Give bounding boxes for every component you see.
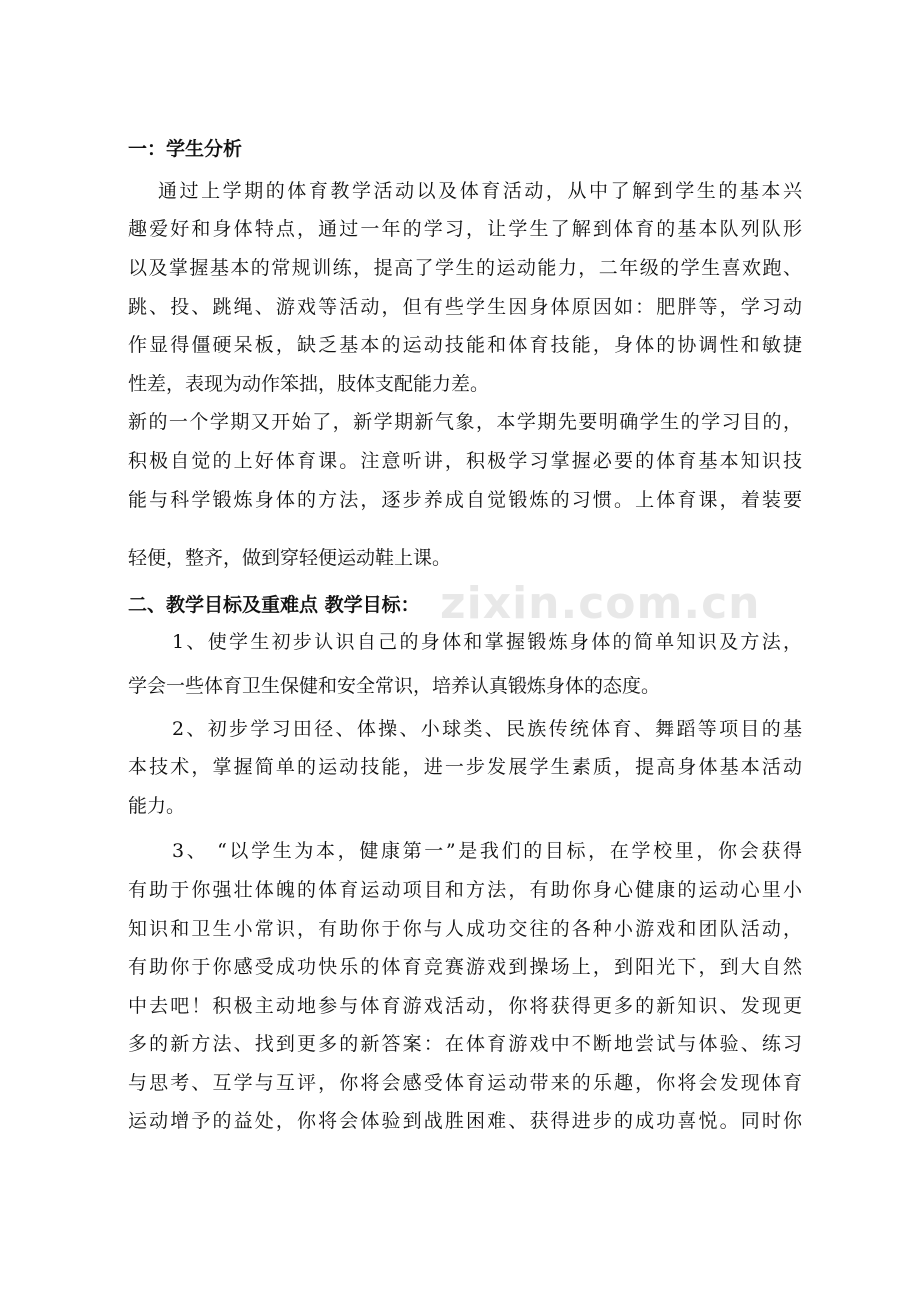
goal-item-3-line: 与思考、互学与互评，你将会感受体育运动带来的乐趣，你将会发现体育: [128, 1072, 802, 1094]
paragraph-line: 以及掌握基本的常规训练，提高了学生的运动能力，二年级的学生喜欢跑、: [128, 257, 802, 279]
goal-item-3-line: 有助你于你感受成功快乐的体育竞赛游戏到操场上，到阳光下，到大自然: [128, 956, 802, 978]
section-heading-student-analysis: 一：学生分析: [128, 138, 243, 160]
paragraph-line: 跳、投、跳绳、游戏等活动，但有些学生因身体原因如：肥胖等，学习动: [128, 296, 802, 318]
paragraph-line: 能与科学锻炼身体的方法，逐步养成自觉锻炼的习惯。上体育课，着装要: [128, 489, 802, 511]
paragraph-line: 趣爱好和身体特点，通过一年的学习，让学生了解到体育的基本队列队形: [128, 218, 802, 240]
goal-item-2-line: 能力。: [128, 795, 186, 817]
goal-item-3-line: 有助于你强壮体魄的体育运动项目和方法，有助你身心健康的运动心里小: [128, 879, 802, 901]
paragraph-line: 轻便，整齐，做到穿轻便运动鞋上课。: [128, 547, 452, 569]
goal-item-1-line: 1、使学生初步认识自己的身体和掌握锻炼身体的简单知识及方法，: [172, 631, 802, 653]
goal-item-3-line: 3、 “以学生为本，健康第一”是我们的目标，在学校里，你会获得: [172, 840, 802, 862]
paragraph-line: 通过上学期的体育教学活动以及体育活动，从中了解到学生的基本兴: [158, 180, 802, 202]
goal-item-2-line: 2、初步学习田径、体操、小球类、民族传统体育、舞蹈等项目的基: [172, 718, 802, 740]
goal-item-3-line: 中去吧！积极主动地参与体育游戏活动，你将获得更多的新知识、发现更: [128, 995, 802, 1017]
goal-item-3-line: 运动增予的益处，你将会体验到战胜困难、获得进步的成功喜悦。同时你: [128, 1110, 802, 1132]
goal-item-3-line: 知识和卫生小常识，有助你于你与人成功交往的各种小游戏和团队活动，: [128, 918, 802, 940]
paragraph-line: 积极自觉的上好体育课。注意听讲，积极学习掌握必要的体育基本知识技: [128, 450, 802, 472]
goal-item-3-line: 多的新方法、找到更多的新答案：在体育游戏中不断地尝试与体验、练习: [128, 1033, 802, 1055]
section-heading-teaching-goals: 二、教学目标及重难点 教学目标：: [128, 594, 420, 616]
paragraph-line: 作显得僵硬呆板，缺乏基本的运动技能和体育技能，身体的协调性和敏捷: [128, 334, 802, 356]
goal-item-1-line: 学会一些体育卫生保健和安全常识，培养认真锻炼身体的态度。: [128, 675, 661, 697]
goal-item-2-line: 本技术，掌握简单的运动技能，进一步发展学生素质，提高身体基本活动: [128, 756, 802, 778]
watermark: zixin.com.cn: [440, 578, 761, 629]
paragraph-line: 新的一个学期又开始了，新学期新气象，本学期先要明确学生的学习目的，: [128, 411, 802, 433]
paragraph-line: 性差，表现为动作笨拙，肢体支配能力差。: [128, 373, 490, 395]
